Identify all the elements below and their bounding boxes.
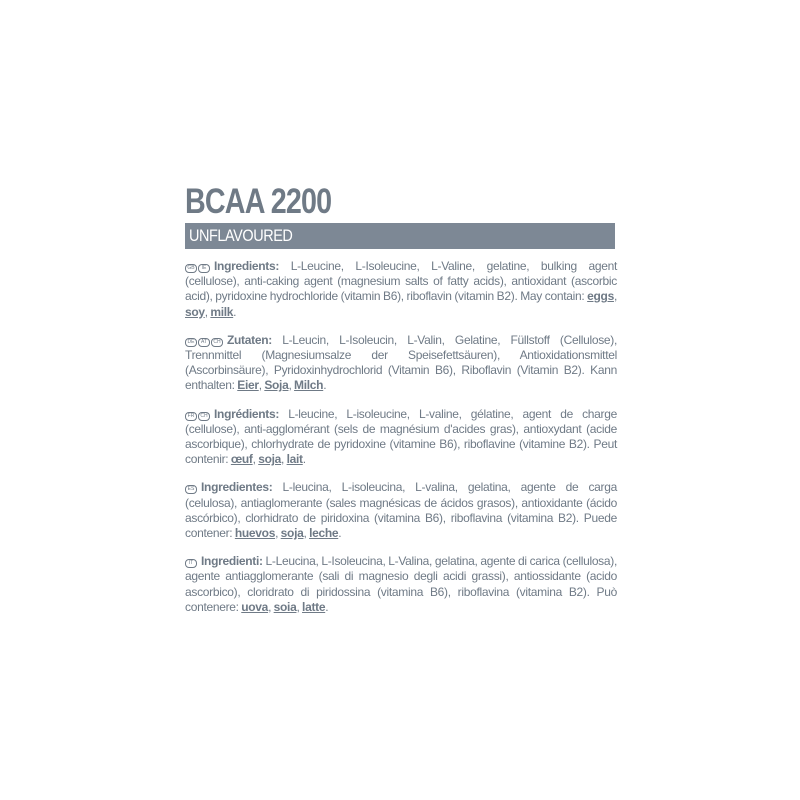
flavour-banner xyxy=(185,223,615,249)
country-code-icon: IE xyxy=(198,264,210,273)
ingredients-heading: Zutaten: xyxy=(227,332,272,347)
allergen: Soja xyxy=(264,378,289,393)
ingredient-label xyxy=(185,183,617,615)
country-flags xyxy=(185,407,211,422)
ingredient-sections xyxy=(185,259,617,615)
sentence-end: . xyxy=(302,452,306,467)
country-code-icon: DE xyxy=(185,338,197,347)
sentence-end: . xyxy=(323,378,327,393)
allergen: huevos xyxy=(234,526,276,541)
country-code-icon: IT xyxy=(185,559,197,568)
allergen-separator: , xyxy=(296,599,303,614)
ingredients-section xyxy=(185,480,617,541)
allergen: Eier xyxy=(237,378,259,393)
ingredients-text: L-leucine, L-isoleucine, L-valine, gélatine, agent de charge (cellulose), anti-agglomérant (sels de magnésium d'acides gras), antioxydant (acide ascorbique), chlorhydrate de pyridoxine (vitamine B6), riboflavine (vitamine B2). Peut contenir: xyxy=(185,406,617,467)
ingredients-section xyxy=(185,407,617,468)
allergen-separator: , xyxy=(288,378,295,393)
allergen-separator: , xyxy=(281,452,287,467)
sentence-end: . xyxy=(233,304,237,319)
country-flags xyxy=(185,554,198,569)
allergen: soy xyxy=(185,304,205,319)
ingredients-section xyxy=(185,333,617,394)
country-flags xyxy=(185,480,198,495)
allergen-separator: , xyxy=(268,599,274,614)
ingredients-heading: Ingredients: xyxy=(214,259,280,273)
ingredients-section xyxy=(185,554,617,615)
allergen-separator: , xyxy=(252,452,259,467)
allergen: latte xyxy=(302,599,326,614)
allergen-separator: , xyxy=(275,526,281,541)
ingredients-heading: Ingredienti: xyxy=(201,554,263,569)
allergen: Milch xyxy=(294,378,324,393)
country-code-icon: ES xyxy=(185,485,197,494)
country-flags xyxy=(185,259,211,274)
ingredients-heading: Ingredientes: xyxy=(201,480,273,495)
product-title: BCAA 2200 xyxy=(185,182,332,221)
ingredients-section xyxy=(185,259,617,320)
flavour-label: UNFLAVOURED xyxy=(189,226,293,245)
allergen: lait xyxy=(286,452,303,467)
ingredients-text: L-leucina, L-isoleucina, L-valina, gelatina, agente de carga (celulosa), antiaglomerante (sales magnésicas de ácidos grasos), antioxidante (ácido ascórbico), clorhidrato de piridoxina (vitamina B6), riboflavina (vitamina B2). Puede contener: xyxy=(185,480,617,541)
country-code-icon: AT xyxy=(198,338,210,347)
allergen: soja xyxy=(258,452,282,467)
country-code-icon: FR xyxy=(185,412,197,421)
country-flags xyxy=(185,333,224,348)
ingredients-text: L-Leucine, L-Isoleucine, L-Valine, gelatine, bulking agent (cellulose), anti-caking agent (magnesium salts of fatty acids), antioxidant (ascorbic acid), pyridoxine hydrochloride (vitamin B6), riboflavin (vitamin B2). May contain: xyxy=(185,259,617,304)
sentence-end: . xyxy=(338,526,342,541)
allergen-separator: , xyxy=(258,378,265,393)
country-code-icon: GB xyxy=(185,264,197,273)
allergen: leche xyxy=(309,526,339,541)
sentence-end: . xyxy=(325,599,329,614)
ingredients-text: L-Leucin, L-Isoleucin, L-Valin, Gelatine, Füllstoff (Cellulose), Trennmittel (Magnesiumsalze der Speisefettsäuren), Antioxidationsmittel (Ascorbinsäure), Pyridoxinhydrochlorid (Vitamin B6), Riboflavin (Vitamin B2). Kann enthalten: xyxy=(185,332,617,393)
allergen: œuf xyxy=(230,452,253,467)
allergen-separator: , xyxy=(303,526,310,541)
allergen-separator: , xyxy=(204,304,211,319)
allergen: soia xyxy=(273,599,297,614)
allergen: eggs xyxy=(587,289,614,304)
ingredients-heading: Ingrédients: xyxy=(214,406,280,421)
ingredients-text: L-Leucina, L-Isoleucina, L-Valina, gelatina, agente di carica (cellulosa), agente antiagglomerante (sali di magnesio degli acidi grassi), antiossidante (acido ascorbico), cloridrato di piridossina (vitamina B6), riboflavina (vitamina B2). Può contenere: xyxy=(185,554,617,614)
country-code-icon: CH xyxy=(211,338,223,347)
country-code-icon: CH xyxy=(198,412,210,421)
allergen-separator: , xyxy=(613,289,617,304)
allergen: uova xyxy=(241,599,269,614)
allergen: milk xyxy=(210,304,234,319)
allergen: soja xyxy=(280,526,304,541)
